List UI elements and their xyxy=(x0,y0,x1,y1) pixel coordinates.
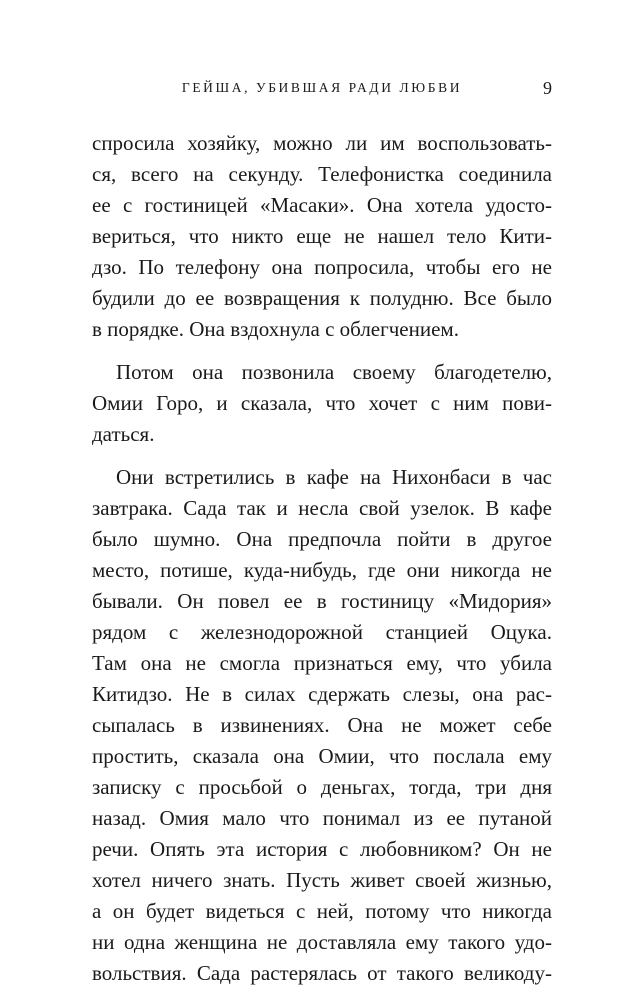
text-line: простить, сказала она Омии, что послала ему xyxy=(92,744,552,768)
text-line: ее с гостиницей «Масаки». Она хотела удосто- xyxy=(92,193,552,217)
text-line: дзо. По телефону она попросила, чтобы его не xyxy=(92,255,552,279)
paragraph-gap xyxy=(92,450,552,462)
text-line: записку с просьбой о деньгах, тогда, три дня xyxy=(92,775,552,799)
paragraph-gap xyxy=(92,345,552,357)
text-line: рядом с железнодорожной станцией Оцука. xyxy=(92,620,552,644)
text-line: место, потише, куда-нибудь, где они никогда не xyxy=(92,558,552,582)
text-line: будили до ее возвращения к полудню. Все было xyxy=(92,286,552,310)
text-line: Там она не смогла признаться ему, что убила xyxy=(92,651,552,675)
text-line: завтрака. Сада так и несла свой узелок. В кафе xyxy=(92,496,552,520)
text-line: ся, всего на секунду. Телефонистка соединила xyxy=(92,162,552,186)
text-line: Они встретились в кафе на Нихонбаси в час xyxy=(116,465,552,489)
text-line: вериться, что никто еще не нашел тело Кити- xyxy=(92,224,552,248)
running-head xyxy=(92,76,552,100)
text-line: а он будет видеться с ней, потому что никогда xyxy=(92,899,552,923)
text-line: назад. Омия мало что понимал из ее путаной xyxy=(92,806,552,830)
text-line: даться. xyxy=(92,422,155,446)
text-line: в порядке. Она вздохнула с облегчением. xyxy=(92,317,459,341)
text-line: Китидзо. Не в силах сдержать слезы, она рас- xyxy=(92,682,552,706)
text-line: сыпалась в извинениях. Она не может себе xyxy=(92,713,552,737)
text-line: хотел ничего знать. Пусть живет своей жизнью, xyxy=(92,868,552,892)
running-title: ГЕЙША, УБИВШАЯ РАДИ ЛЮБВИ xyxy=(181,80,463,95)
paragraph xyxy=(92,462,552,989)
text-line: было шумно. Она предпочла пойти в другое xyxy=(92,527,552,551)
text-line: Омии Горо, и сказала, что хочет с ним пови- xyxy=(92,391,552,415)
text-line: речи. Опять эта история с любовником? Он не xyxy=(92,837,552,861)
paragraph xyxy=(92,357,552,450)
paragraph xyxy=(92,128,552,345)
page-number: 9 xyxy=(543,78,552,98)
body-text xyxy=(92,128,552,989)
text-line: бывали. Он повел ее в гостиницу «Мидория» xyxy=(92,589,552,613)
text-line: вольствия. Сада растерялась от такого великоду- xyxy=(92,961,552,985)
text-line: спросила хозяйку, можно ли им воспользовать- xyxy=(92,131,552,155)
text-line: Потом она позвонила своему благодетелю, xyxy=(116,360,552,384)
text-line: ни одна женщина не доставляла ему такого удо- xyxy=(92,930,552,954)
